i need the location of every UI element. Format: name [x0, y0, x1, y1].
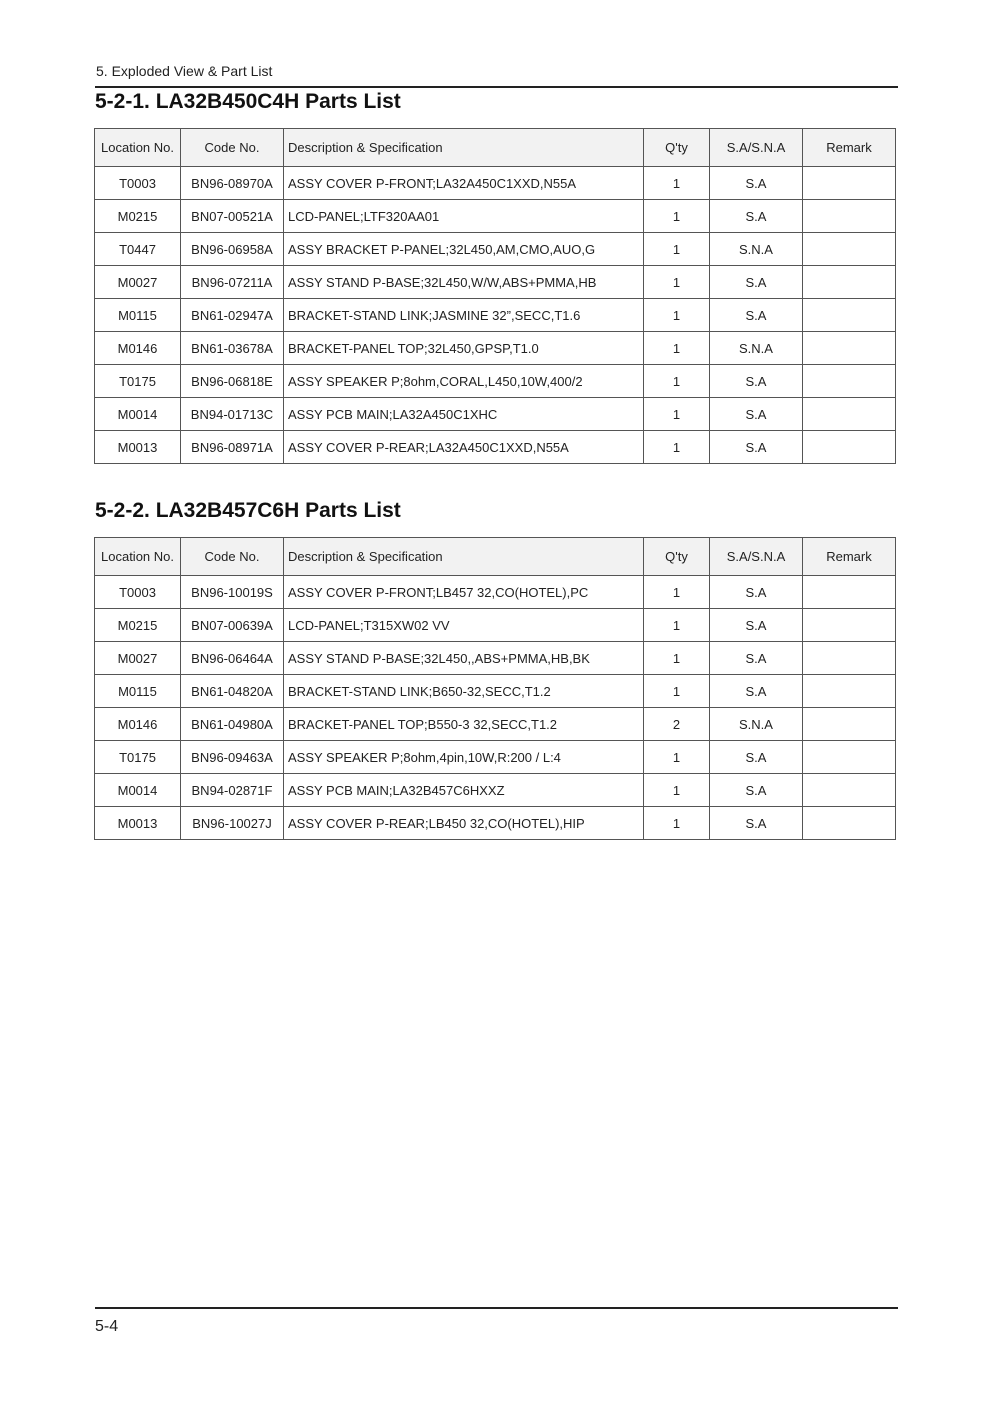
cell-code: BN07-00639A — [181, 609, 284, 642]
cell-remark — [803, 708, 896, 741]
table-row — [95, 233, 896, 266]
cell-code: BN94-02871F — [181, 774, 284, 807]
cell-qty: 1 — [644, 266, 710, 299]
cell-code: BN96-06958A — [181, 233, 284, 266]
cell-remark — [803, 299, 896, 332]
cell-location: M0146 — [95, 332, 181, 365]
cell-qty: 1 — [644, 398, 710, 431]
cell-remark — [803, 365, 896, 398]
cell-location: T0003 — [95, 167, 181, 200]
cell-sa: S.A — [710, 774, 803, 807]
cell-remark — [803, 398, 896, 431]
cell-remark — [803, 774, 896, 807]
cell-remark — [803, 807, 896, 840]
cell-location: M0115 — [95, 675, 181, 708]
cell-qty: 1 — [644, 609, 710, 642]
cell-code: BN96-08971A — [181, 431, 284, 464]
cell-description: ASSY SPEAKER P;8ohm,CORAL,L450,10W,400/2 — [284, 365, 644, 398]
table-header-row — [95, 129, 896, 167]
section-title-la32b457c6h: 5-2-2. LA32B457C6H Parts List — [95, 499, 401, 522]
cell-sa: S.A — [710, 431, 803, 464]
cell-description: ASSY STAND P-BASE;32L450,,ABS+PMMA,HB,BK — [284, 642, 644, 675]
column-header-description: Description & Specification — [284, 538, 644, 576]
cell-location: M0013 — [95, 431, 181, 464]
column-header-location: Location No. — [95, 129, 181, 167]
parts-table-la32b457c6h — [94, 537, 896, 840]
column-header-qty: Q'ty — [644, 538, 710, 576]
cell-qty: 1 — [644, 576, 710, 609]
table-row — [95, 299, 896, 332]
cell-qty: 1 — [644, 675, 710, 708]
cell-description: ASSY COVER P-FRONT;LA32A450C1XXD,N55A — [284, 167, 644, 200]
cell-location: T0003 — [95, 576, 181, 609]
cell-qty: 1 — [644, 642, 710, 675]
parts-table-la32b450c4h — [94, 128, 896, 464]
cell-remark — [803, 200, 896, 233]
cell-location: M0013 — [95, 807, 181, 840]
cell-qty: 1 — [644, 233, 710, 266]
cell-sa: S.A — [710, 167, 803, 200]
cell-description: ASSY STAND P-BASE;32L450,W/W,ABS+PMMA,HB — [284, 266, 644, 299]
cell-qty: 1 — [644, 431, 710, 464]
cell-description: BRACKET-STAND LINK;B650-32,SECC,T1.2 — [284, 675, 644, 708]
cell-qty: 1 — [644, 167, 710, 200]
cell-location: T0175 — [95, 365, 181, 398]
cell-code: BN61-04980A — [181, 708, 284, 741]
cell-qty: 1 — [644, 365, 710, 398]
table-header-row — [95, 538, 896, 576]
column-header-location: Location No. — [95, 538, 181, 576]
table-row — [95, 332, 896, 365]
cell-description: ASSY SPEAKER P;8ohm,4pin,10W,R:200 / L:4 — [284, 741, 644, 774]
cell-sa: S.A — [710, 741, 803, 774]
table-row — [95, 398, 896, 431]
cell-location: M0146 — [95, 708, 181, 741]
cell-remark — [803, 642, 896, 675]
cell-qty: 1 — [644, 774, 710, 807]
cell-description: ASSY PCB MAIN;LA32B457C6HXXZ — [284, 774, 644, 807]
column-header-qty: Q'ty — [644, 129, 710, 167]
table-row — [95, 266, 896, 299]
header-divider — [95, 86, 898, 88]
cell-sa: S.A — [710, 609, 803, 642]
footer-divider — [95, 1307, 898, 1309]
cell-remark — [803, 332, 896, 365]
cell-remark — [803, 167, 896, 200]
column-header-sa: S.A/S.N.A — [710, 538, 803, 576]
column-header-sa: S.A/S.N.A — [710, 129, 803, 167]
cell-location: M0215 — [95, 609, 181, 642]
table-row — [95, 576, 896, 609]
cell-description: ASSY BRACKET P-PANEL;32L450,AM,CMO,AUO,G — [284, 233, 644, 266]
cell-qty: 1 — [644, 200, 710, 233]
cell-location: M0014 — [95, 398, 181, 431]
cell-description: BRACKET-PANEL TOP;32L450,GPSP,T1.0 — [284, 332, 644, 365]
cell-code: BN96-10027J — [181, 807, 284, 840]
cell-description: BRACKET-STAND LINK;JASMINE 32”,SECC,T1.6 — [284, 299, 644, 332]
cell-code: BN61-02947A — [181, 299, 284, 332]
column-header-remark: Remark — [803, 129, 896, 167]
table-row — [95, 365, 896, 398]
cell-description: ASSY COVER P-REAR;LA32A450C1XXD,N55A — [284, 431, 644, 464]
cell-remark — [803, 675, 896, 708]
cell-location: M0115 — [95, 299, 181, 332]
cell-code: BN96-06464A — [181, 642, 284, 675]
cell-location: M0027 — [95, 642, 181, 675]
cell-qty: 1 — [644, 332, 710, 365]
table-row — [95, 609, 896, 642]
cell-qty: 1 — [644, 807, 710, 840]
cell-sa: S.A — [710, 200, 803, 233]
cell-code: BN96-06818E — [181, 365, 284, 398]
table-row — [95, 431, 896, 464]
table-row — [95, 675, 896, 708]
cell-code: BN96-09463A — [181, 741, 284, 774]
cell-sa: S.N.A — [710, 332, 803, 365]
cell-sa: S.A — [710, 576, 803, 609]
column-header-code: Code No. — [181, 538, 284, 576]
table-row — [95, 167, 896, 200]
column-header-remark: Remark — [803, 538, 896, 576]
cell-code: BN94-01713C — [181, 398, 284, 431]
cell-remark — [803, 431, 896, 464]
cell-qty: 1 — [644, 299, 710, 332]
cell-location: M0014 — [95, 774, 181, 807]
cell-location: M0215 — [95, 200, 181, 233]
cell-sa: S.N.A — [710, 708, 803, 741]
cell-sa: S.A — [710, 299, 803, 332]
cell-qty: 1 — [644, 741, 710, 774]
cell-description: LCD-PANEL;T315XW02 VV — [284, 609, 644, 642]
column-header-code: Code No. — [181, 129, 284, 167]
table-row — [95, 642, 896, 675]
cell-location: T0175 — [95, 741, 181, 774]
table-row — [95, 774, 896, 807]
cell-sa: S.N.A — [710, 233, 803, 266]
cell-remark — [803, 576, 896, 609]
cell-qty: 2 — [644, 708, 710, 741]
page-number: 5-4 — [95, 1318, 119, 1335]
column-header-description: Description & Specification — [284, 129, 644, 167]
table-row — [95, 200, 896, 233]
cell-sa: S.A — [710, 266, 803, 299]
cell-description: LCD-PANEL;LTF320AA01 — [284, 200, 644, 233]
cell-code: BN96-08970A — [181, 167, 284, 200]
cell-description: ASSY COVER P-REAR;LB450 32,CO(HOTEL),HIP — [284, 807, 644, 840]
chapter-header: 5. Exploded View & Part List — [96, 63, 273, 79]
cell-sa: S.A — [710, 807, 803, 840]
table-row — [95, 708, 896, 741]
cell-description: ASSY PCB MAIN;LA32A450C1XHC — [284, 398, 644, 431]
cell-remark — [803, 266, 896, 299]
cell-remark — [803, 233, 896, 266]
cell-code: BN96-10019S — [181, 576, 284, 609]
cell-sa: S.A — [710, 398, 803, 431]
table-row — [95, 807, 896, 840]
cell-sa: S.A — [710, 365, 803, 398]
cell-remark — [803, 741, 896, 774]
cell-code: BN07-00521A — [181, 200, 284, 233]
cell-description: BRACKET-PANEL TOP;B550-3 32,SECC,T1.2 — [284, 708, 644, 741]
cell-code: BN96-07211A — [181, 266, 284, 299]
cell-sa: S.A — [710, 642, 803, 675]
table-row — [95, 741, 896, 774]
cell-description: ASSY COVER P-FRONT;LB457 32,CO(HOTEL),PC — [284, 576, 644, 609]
cell-code: BN61-03678A — [181, 332, 284, 365]
cell-code: BN61-04820A — [181, 675, 284, 708]
cell-remark — [803, 609, 896, 642]
cell-location: M0027 — [95, 266, 181, 299]
section-title-la32b450c4h: 5-2-1. LA32B450C4H Parts List — [95, 90, 401, 113]
cell-sa: S.A — [710, 675, 803, 708]
cell-location: T0447 — [95, 233, 181, 266]
